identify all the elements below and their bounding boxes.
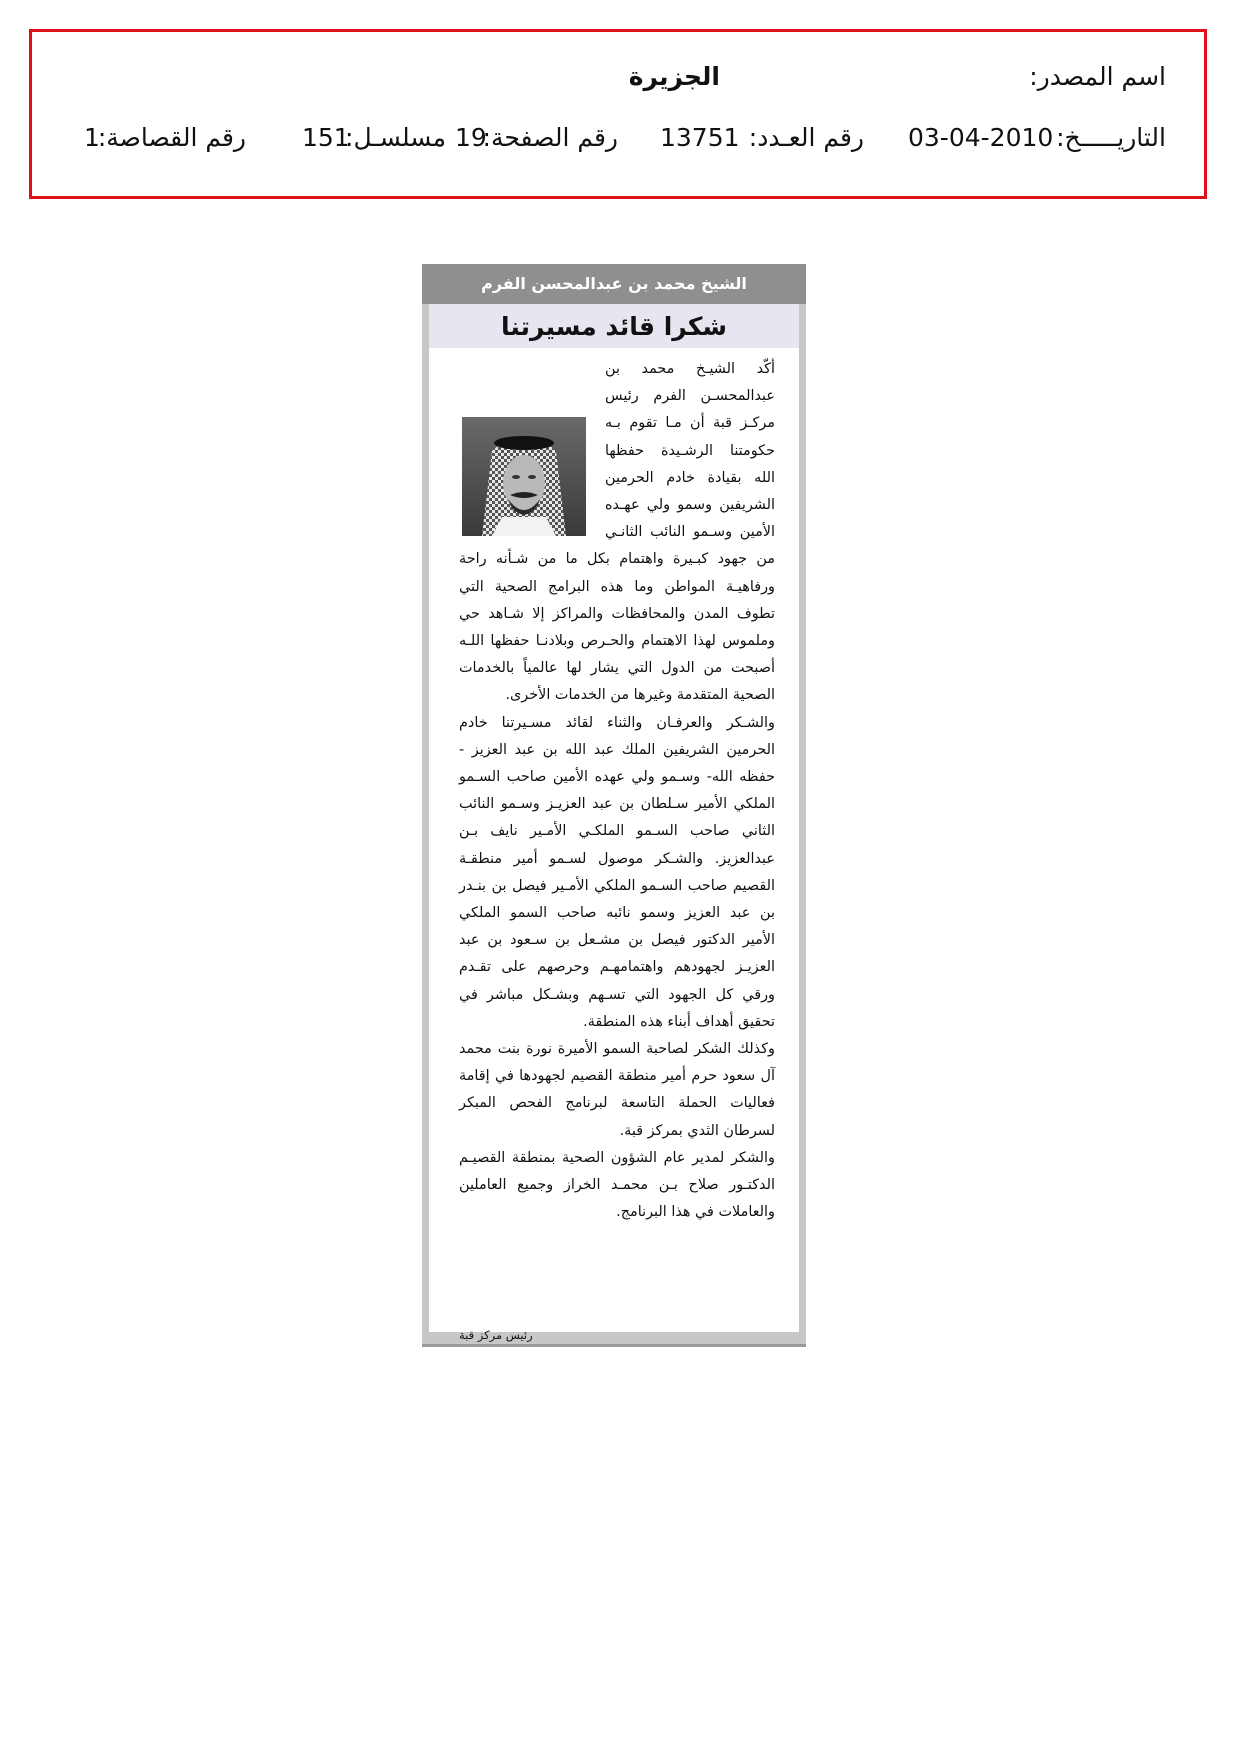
article-paragraph: والشكر لمدير عام الشؤون الصحية بمنطقة القصيـم الدكتـور صلاح بـن محمـد الخراز وجميع العاملين والعاملات في هذا البرنامج.: [459, 1149, 775, 1221]
clip-value: 1: [84, 123, 100, 152]
clipping-bottom-rule: [422, 1344, 806, 1347]
article-paragraph: والشـكر والعرفـان والثناء لقائد مسـيرتنا خادم الحرمين الشريفين الملك عبد الله بن عبد العزيز - حفظه الله- وسـمو ولي عهده الأمين صاحب السـمو الملكي الأمير سـلطان بن عبد العزيـز وسـمو النائب الثاني صاحب السـمو الملكـي الأمـير نايف بـن عبدالعزيز. والشـكر موصول لسـمو أمير منطقـة القصيم صاحب السـمو الملكي الأمـير فيصل بن بنـدر بن عبد العزيز وسمو نائبه صاحب السمو الملكي الأمير الدكتور فيصل بن مشـعل بن سـعود بن عبد العزيـز لجهودهم واهتمامهـم وحرصهم على تقـدم ورقي كل الجهود التي تسـهم وبشـكل مباشر في تحقيق أهداف أبناء هذه المنطقة.: [459, 714, 775, 1030]
serial-value: 151: [302, 123, 350, 152]
metadata-header: [29, 29, 1207, 199]
issue-value: 13751: [660, 123, 740, 152]
page-label: رقم الصفحة:: [482, 123, 618, 152]
article-title: شكرا قائد مسيرتنا: [429, 304, 799, 348]
clipping-body: [429, 304, 799, 1342]
article-paragraph: وكذلك الشكر لصاحبة السمو الأميرة نورة بنت محمد آل سعود حرم أمير منطقة القصيم لجهودها في إقامة فعاليات الحملة التاسعة لبرنامج الفحص المبكر لسرطان الثدي بمركز قبة.: [459, 1041, 775, 1139]
article-text: [459, 356, 775, 1227]
author-name: الشيخ محمد بن عبدالمحسن الفرم: [422, 264, 806, 304]
source-value: الجزيرة: [628, 62, 720, 91]
clip-label: رقم القصاصة:: [97, 123, 246, 152]
issue-label: رقم العـدد:: [748, 123, 864, 152]
photo-spacer: [459, 368, 599, 542]
serial-label: مسلسـل:: [345, 123, 446, 152]
newspaper-clipping: [422, 264, 806, 1347]
page-value: 19: [455, 123, 487, 152]
author-signature: رئيس مركز قبة: [459, 1328, 533, 1342]
date-value: 03-04-2010: [908, 123, 1054, 152]
source-label: اسم المصدر:: [1029, 62, 1166, 91]
article-paragraph: أكّد الشيـخ محمد بن عبدالمحسـن الفرم رئيس مركـز قبة أن مـا تقوم بـه حكومتنا الرشـيدة حفظها الله بقيادة خادم الحرمين الشريفين وسمو ولي عهـده الأمين وسـمو النائب الثانـي من جهود كبـيرة واهتمام بكل ما من شـأنه راحة ورفاهيـة المواطن وما هذه البرامج الصحية التي تطوف المدن والمحافظات والمراكز إلا شـاهد حي وملموس لهذا الاهتمام والحـرص وبلادنـا حفظها اللـه أصبحت من الدول التي يشار لها عالمياً بالخدمات الصحية المتقدمة وغيرها من الخدمات الأخرى.: [459, 361, 775, 704]
date-label: التاريـــــخ:: [1056, 123, 1166, 152]
